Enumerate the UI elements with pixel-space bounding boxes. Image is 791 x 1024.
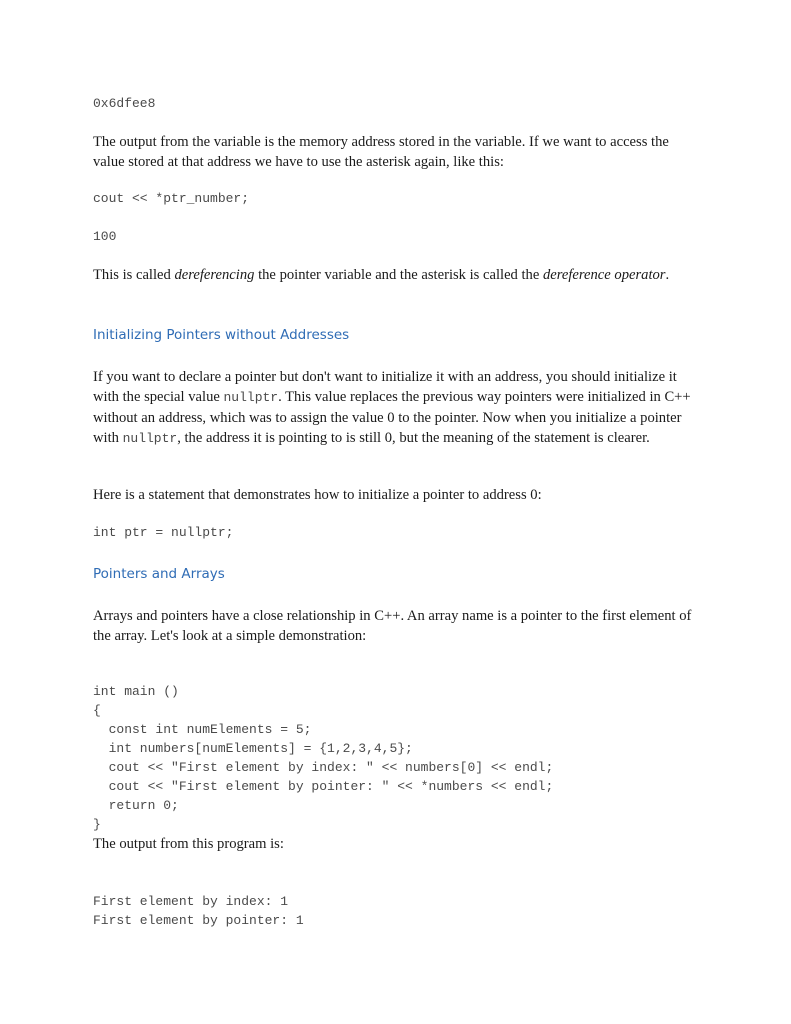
code-line: cout << "First element by pointer: " << *numbers << endl;	[93, 779, 554, 794]
code-line: int main ()	[93, 684, 179, 699]
dereference-output: 100	[93, 229, 117, 244]
heading-pointers-and-arrays: Pointers and Arrays	[93, 566, 225, 582]
code-line: cout << "First element by index: " << numbers[0] << endl;	[93, 760, 554, 775]
term-dereferencing: dereferencing	[174, 267, 255, 283]
heading-initializing-pointers: Initializing Pointers without Addresses	[93, 327, 350, 343]
code-line: {	[93, 703, 101, 718]
inline-code-nullptr: nullptr	[223, 390, 279, 405]
text: . This value replaces the previous way pointers were initialized in C++ without an address, which was to assign the value 0 to the pointer. Now when you initialize a pointer with	[93, 389, 691, 446]
output-line: First element by pointer: 1	[93, 913, 304, 928]
program-code-block	[93, 663, 553, 853]
paragraph-arrays: Arrays and pointers have a close relationship in C++. An array name is a pointer to the first element of the array. Let's look at a simple demonstration:	[93, 608, 692, 644]
paragraph-nullptr	[93, 367, 705, 449]
paragraph-output-intro: The output from this program is:	[93, 836, 284, 852]
text: the pointer variable and the asterisk is called the	[254, 267, 543, 283]
code-line: int numbers[numElements] = {1,2,3,4,5};	[93, 741, 413, 756]
program-output-block	[93, 873, 304, 949]
text: , the address it is pointing to is still 0, but the meaning of the statement is clearer.	[177, 430, 650, 446]
text: .	[665, 267, 670, 283]
nullptr-code: int ptr = nullptr;	[93, 525, 234, 540]
paragraph-address-explanation: The output from the variable is the memory address stored in the variable. If we want to access the value stored at that address we have to use the asterisk again, like this:	[93, 134, 669, 170]
text: If you want to declare a pointer but don't want to initialize it with an address, you should initialize it with the special value	[93, 369, 677, 405]
inline-code-nullptr: nullptr	[122, 431, 178, 446]
dereference-code: cout << *ptr_number;	[93, 191, 250, 206]
code-line: const int numElements = 5;	[93, 722, 312, 737]
code-line: return 0;	[93, 798, 179, 813]
paragraph-dereferencing	[93, 265, 703, 285]
text: This is called	[93, 267, 175, 283]
code-line: }	[93, 817, 101, 832]
address-output: 0x6dfee8	[93, 96, 156, 111]
paragraph-statement-intro: Here is a statement that demonstrates how to initialize a pointer to address 0:	[93, 487, 542, 503]
output-line: First element by index: 1	[93, 894, 289, 909]
term-dereference-operator: dereference operator	[542, 267, 666, 283]
